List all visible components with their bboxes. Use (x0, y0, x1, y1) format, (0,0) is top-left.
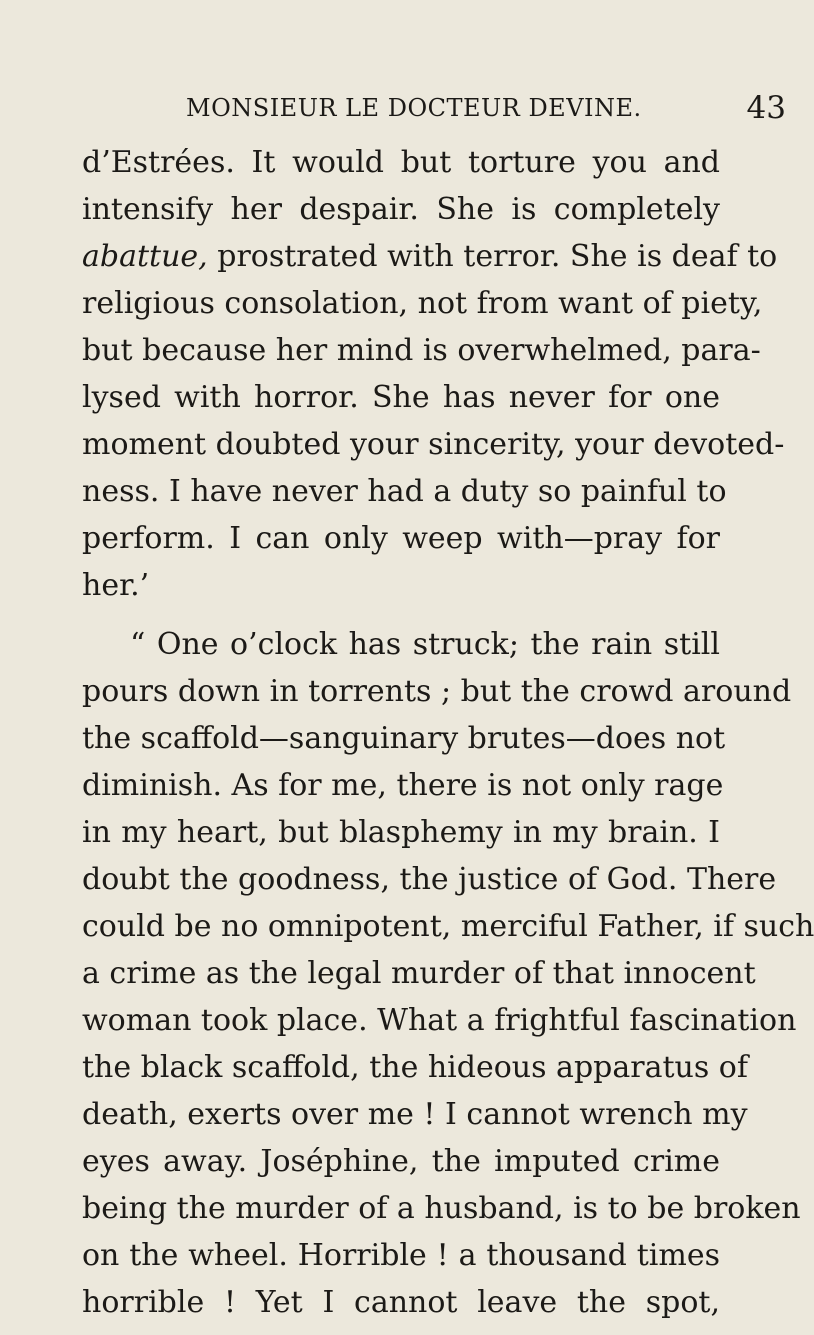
text-line: ness. I have never had a duty so painful to (82, 474, 727, 509)
text-line: horrible ! Yet I cannot leave the spot, (82, 1285, 720, 1320)
text-line: woman took place. What a frightful fascination (82, 1003, 797, 1038)
text-line: being the murder of a husband, is to be broken (82, 1191, 801, 1226)
text-line: perform. I can only weep with—pray for (82, 521, 720, 556)
running-title: MONSIEUR LE DOCTEUR DEVINE. (186, 94, 642, 122)
text-line: intensify her despair. She is completely (82, 192, 720, 227)
text-line: pours down in torrents ; but the crowd around (82, 674, 792, 709)
text-line: but because her mind is overwhelmed, para- (82, 333, 761, 368)
text-line: lysed with horror. She has never for one (82, 380, 720, 415)
text-line: death, exerts over me ! I cannot wrench my (82, 1097, 748, 1132)
text-line: “ One o’clock has struck; the rain still (130, 627, 720, 662)
text-line: diminish. As for me, there is not only rage (82, 768, 724, 803)
text-line: religious consolation, not from want of piety, (82, 286, 763, 321)
text-line: the black scaffold, the hideous apparatus of (82, 1050, 748, 1085)
text-fragment: prostrated with terror. She is deaf to (207, 239, 778, 274)
text-line: a crime as the legal murder of that innocent (82, 956, 756, 991)
running-head (186, 90, 786, 130)
text-line: eyes away. Joséphine, the imputed crime (82, 1144, 720, 1179)
text-line: could be no omnipotent, merciful Father, if such (82, 909, 814, 944)
text-line: in my heart, but blasphemy in my brain. I (82, 815, 720, 850)
text-line (82, 234, 778, 280)
text-line: the scaffold—sanguinary brutes—does not (82, 721, 726, 756)
text-line: her.’ (82, 568, 150, 603)
text-line: on the wheel. Horrible ! a thousand times (82, 1238, 720, 1273)
text-line: moment doubted your sincerity, your devoted- (82, 427, 785, 462)
page-number: 43 (746, 90, 786, 126)
text-line: d’Estrées. It would but torture you and (82, 145, 720, 180)
text-line: doubt the goodness, the justice of God. There (82, 862, 777, 897)
italic-term: abattue, (82, 239, 208, 274)
